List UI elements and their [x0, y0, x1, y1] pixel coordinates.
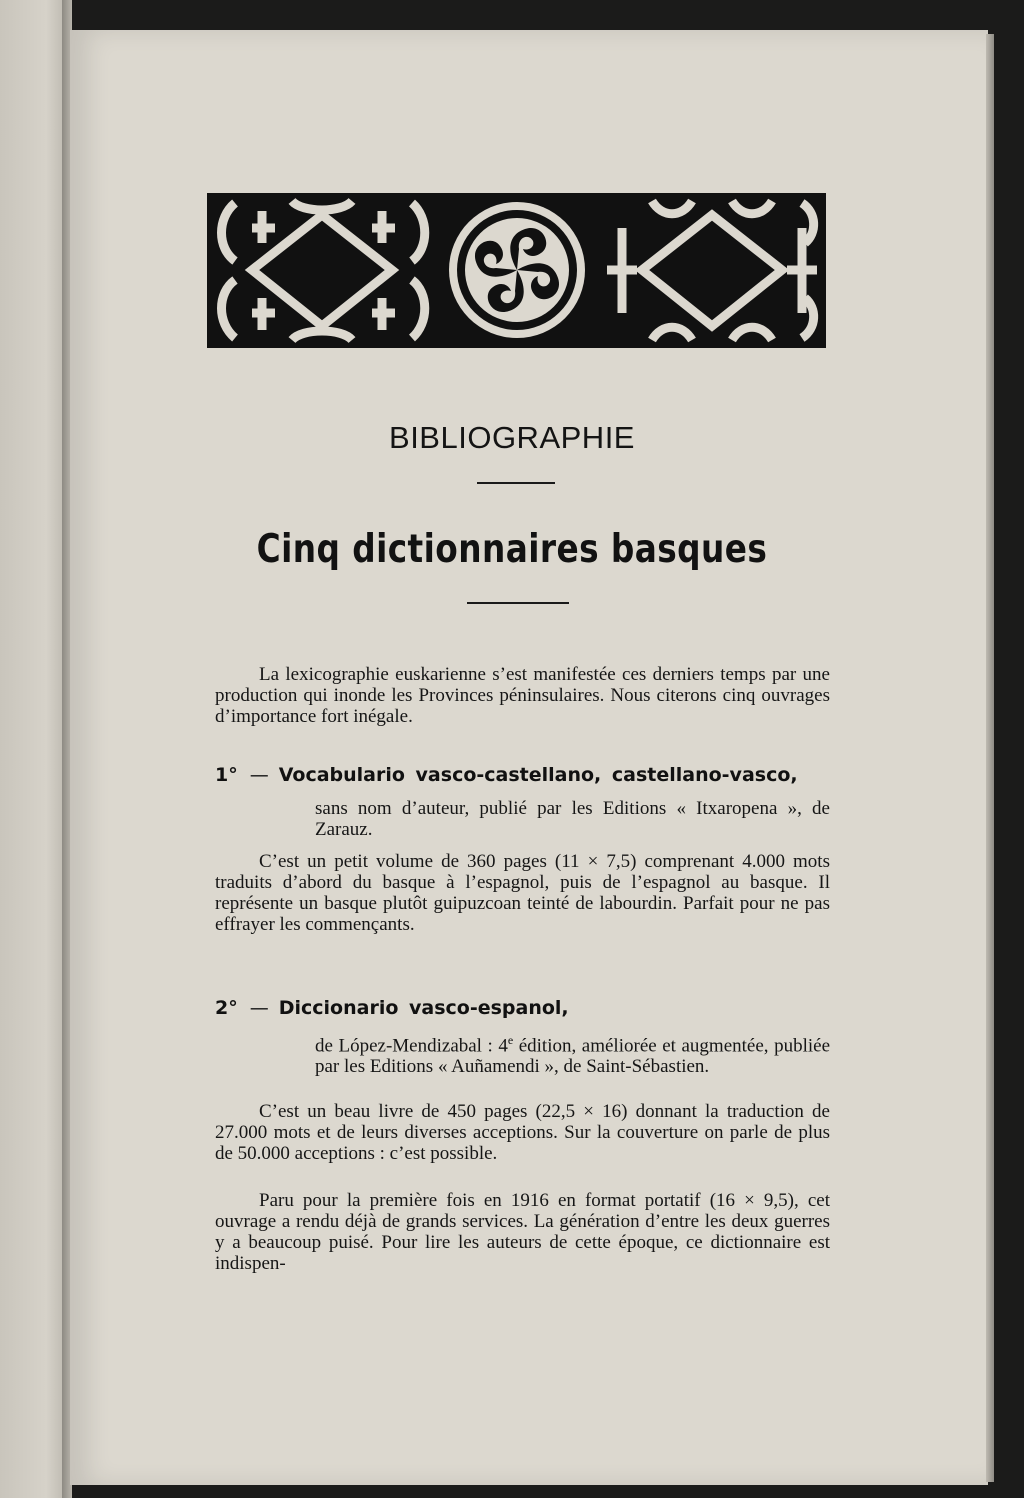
entry-2-subtitle-superscript: e: [507, 1033, 514, 1047]
entry-2-heading: [215, 997, 569, 1019]
entry-2-paragraph-2: Paru pour la première fois en 1916 en format portatif (16 × 9,5), cet ouvrage a rendu déjà de grands services. La génération d’entre les deux guerres y a beaucoup puisé. Pour lire les auteurs de cette époque, ce dictionnaire est indispen-: [215, 1190, 830, 1274]
entry-1-paragraph: C’est un petit volume de 360 pages (11 × 7,5) comprenant 4.000 mots traduits d’abord du basque à l’espagnol, puis de l’espagnol au basque. Il représente un basque plutôt guipuzcoan teinté de labourdin. Parfait pour ne pas effrayer les commençants.: [215, 851, 830, 935]
entry-2-subtitle: [315, 1030, 830, 1077]
entry-1-subtitle: sans nom d’auteur, publié par les Editions « Itxaropena », de Zarauz.: [315, 798, 830, 840]
article-title: Cinq dictionnaires basques: [256, 527, 768, 572]
intro-paragraph: La lexicographie euskarienne s’est manifestée ces derniers temps par une production qui inonde les Provinces péninsulaires. Nous citerons cinq ouvrages d’importance fort inégale.: [215, 664, 830, 727]
entry-1-title: Vocabulario vasco-castellano, castellano-vasco,: [278, 764, 798, 786]
facing-page-edge: [0, 0, 66, 1498]
page-stack-edge: [986, 34, 994, 1482]
section-heading: BIBLIOGRAPHIE: [389, 420, 635, 455]
lauburu-cross-icon: [449, 202, 585, 338]
entry-2-subtitle-end: édition, améliorée et augmentée, publiée par les Editions « Auñamendi », de Saint-Sébastien.: [315, 1035, 830, 1078]
entry-2-title: Diccionario vasco-espanol,: [278, 997, 569, 1019]
entry-1-dash: —: [249, 764, 269, 786]
heading-divider: [477, 482, 555, 484]
entry-2-paragraph-1: C’est un beau livre de 450 pages (22,5 × 16) donnant la traduction de 27.000 mots et de leurs diverses acceptions. Sur la couverture on parle de plus de 50.000 acceptions : c’est possible.: [215, 1101, 830, 1164]
entry-2-subtitle-start: de López-Mendizabal : 4: [315, 1035, 508, 1057]
title-divider: [467, 602, 569, 604]
entry-2-number: 2°: [215, 997, 238, 1019]
basque-ornament-frieze: [207, 193, 826, 348]
entry-1-heading: [215, 764, 798, 786]
entry-2-dash: —: [249, 997, 269, 1019]
entry-1-number: 1°: [215, 764, 238, 786]
